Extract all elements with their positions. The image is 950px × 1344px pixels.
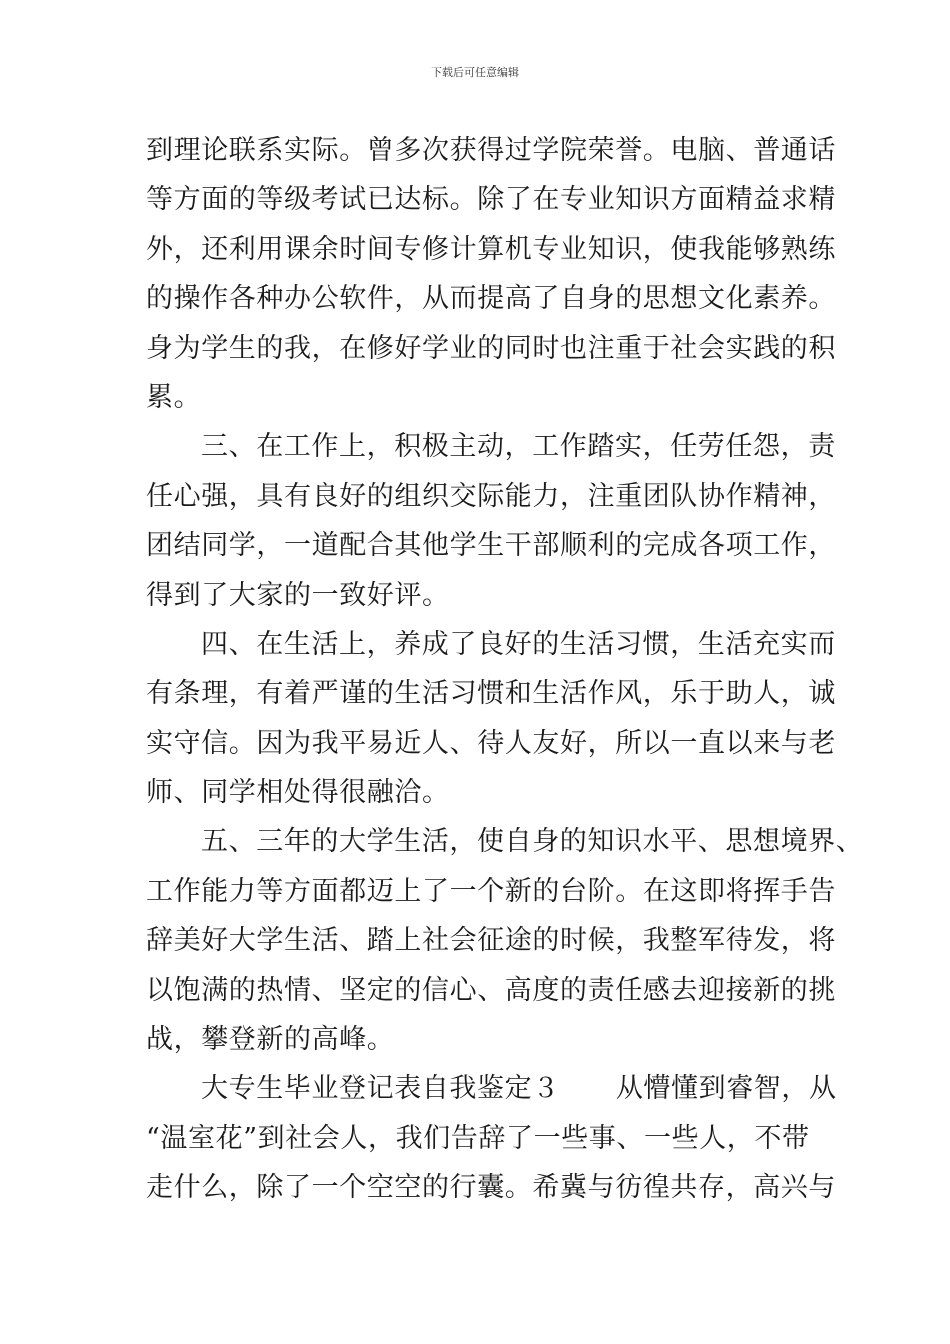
text-line: 走什么，除了一个空空的行囊。希冀与彷徨共存，高兴与 <box>146 1172 836 1204</box>
paragraph-life <box>146 620 836 818</box>
text-line: 战，攀登新的高峰。 <box>146 1024 395 1056</box>
text-line: 得到了大家的一致好评。 <box>146 579 450 611</box>
paragraph-summary <box>146 817 864 1064</box>
text-line: 有条理，有着严谨的生活习惯和生活作风，乐于助人，诚 <box>146 678 836 710</box>
page-header: 下载后可任意编辑 <box>431 66 519 79</box>
text-line: 任心强，具有良好的组织交际能力，注重团队协作精神， <box>146 480 836 512</box>
paragraph-continuation <box>146 126 836 422</box>
text-line: 身为学生的我，在修好学业的同时也注重于社会实践的积 <box>146 332 836 364</box>
text-line: 工作能力等方面都迈上了一个新的台阶。在这即将挥手告 <box>146 875 836 907</box>
text-line: 四、在生活上，养成了良好的生活习惯，生活充实而 <box>201 628 836 660</box>
paragraph-work <box>146 422 836 620</box>
section-heading-line <box>146 1064 837 1113</box>
text-line: 累。 <box>146 381 202 413</box>
document-body <box>146 126 864 1213</box>
text-line: 外，还利用课余时间专修计算机专业知识，使我能够熟练 <box>146 233 836 265</box>
text-line: 到理论联系实际。曾多次获得过学院荣誉。电脑、普通话 <box>146 135 836 166</box>
text-line: 的操作各种办公软件，从而提高了自身的思想文化素养。 <box>146 283 836 315</box>
section-heading-tail: 从懵懂到睿智，从 <box>615 1073 837 1105</box>
text-line: 等方面的等级考试已达标。除了在专业知识方面精益求精 <box>146 184 836 216</box>
text-line: 师、同学相处得很融洽。 <box>146 777 450 809</box>
text-line: 三、在工作上，积极主动，工作踏实，任劳任怨，责 <box>201 431 836 463</box>
text-line: 以饱满的热情、坚定的信心、高度的责任感去迎接新的挑 <box>146 974 836 1006</box>
text-line: 辞美好大学生活、踏上社会征途的时候，我整军待发，将 <box>146 925 836 957</box>
section-heading: 大专生毕业登记表自我鉴定３ <box>201 1073 560 1105</box>
text-line: 团结同学，一道配合其他学生干部顺利的完成各项工作， <box>146 530 836 562</box>
paragraph-section-3 <box>146 1064 837 1212</box>
text-line: “温室花”到社会人，我们告辞了一些事、一些人，不带 <box>146 1122 810 1154</box>
text-line: 五、三年的大学生活，使自身的知识水平、思想境界、 <box>201 826 864 858</box>
text-line: 实守信。因为我平易近人、待人友好，所以一直以来与老 <box>146 727 836 759</box>
